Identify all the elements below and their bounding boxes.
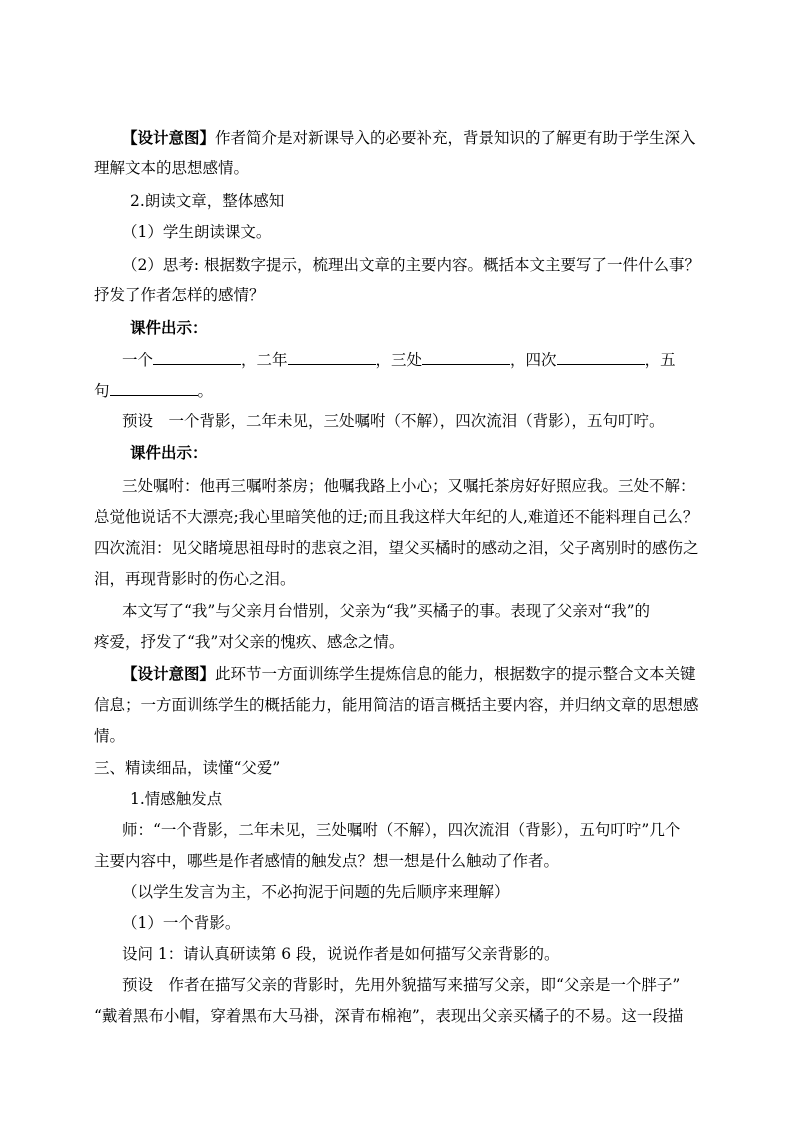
fill-in-blank-line — [94, 380, 213, 401]
step-item: （1）学生朗读课文。 — [122, 223, 272, 241]
paragraph-text: 作者简介是对新课导入的必要补充，背景知识的了解更有助于学生深入 — [215, 129, 696, 147]
paragraph-text: 理解文本的思想感情。 — [94, 159, 250, 177]
teaching-note: （以学生发言为主，不必拘泥于问题的先后顺序来理解） — [122, 883, 510, 901]
blank-line — [110, 380, 198, 396]
fill-text: ，四次 — [510, 351, 557, 369]
summary-text: 本文写了“我”与父亲月台惜别，父亲为“我”买橘子的事。表现了父亲对“我”的 — [122, 602, 651, 620]
courseware-label: 课件出示： — [130, 318, 208, 337]
design-intent-label: 【设计意图】 — [122, 664, 216, 683]
preset-answer: 预设 作者在描写父亲的背影时，先用外貌描写来描写父亲，即“父亲是一个胖子” — [122, 976, 681, 994]
teacher-prompt: 师：“一个背影，二年未见，三处嘱咐（不解），四次流泪（背影），五句叮咛”几个 — [122, 821, 681, 839]
blank-line — [422, 349, 510, 365]
step-item: （2）思考: 根据数字提示，梳理出文章的主要内容。概括本文主要写了一件什么事？ — [122, 256, 701, 274]
fill-text: ，二年 — [241, 351, 288, 369]
preset-answer: “戴着黑布小帽，穿着黑布大马褂，深青布棉袍”，表现出父亲买橘子的不易。这一段描 — [94, 1007, 684, 1025]
question-text: 设问 1：请认真研读第 6 段，说说作者是如何描写父亲背影的。 — [122, 945, 560, 963]
courseware-label: 课件出示： — [130, 443, 208, 462]
blank-line — [557, 349, 645, 365]
detail-text: 泪，再现背影时的伤心之泪。 — [94, 570, 296, 588]
blank-line — [288, 349, 376, 365]
teacher-prompt: 主要内容中，哪些是作者感情的触发点？想一想是什么触动了作者。 — [94, 852, 560, 870]
subsection-heading: 1.情感触发点 — [130, 790, 223, 808]
design-intent-label: 【设计意图】 — [122, 128, 216, 147]
paragraph-text: 此环节一方面训练学生提炼信息的能力，根据数字的提示整合文本关键 — [215, 665, 696, 683]
detail-text: 四次流泪：见父睹境思祖母时的悲哀之泪，望父买橘时的感动之泪，父子离别时的感伤之 — [94, 539, 699, 557]
preset-answer: 预设 一个背影，二年未见，三处嘱咐（不解），四次流泪（背影），五句叮咛。 — [122, 412, 665, 430]
blank-line — [153, 349, 241, 365]
fill-text: 一个 — [122, 351, 154, 369]
detail-text: 三处嘱咐：他再三嘱咐茶房；他嘱我路上小心；又嘱托茶房好好照应我。三处不解： — [122, 477, 696, 495]
step-item-continued: 抒发了作者怎样的感情？ — [94, 286, 265, 304]
detail-text: 总觉他说话不大漂亮;我心里暗笑他的迂;而且我这样大年纪的人,难道还不能料理自己么？ — [94, 508, 699, 526]
list-item: （1）一个背影。 — [122, 914, 241, 932]
summary-text: 疼爱，抒发了“我”对父亲的愧疚、感念之情。 — [94, 633, 405, 651]
paragraph-text: 情。 — [94, 727, 126, 745]
paragraph-design-intent-2 — [122, 664, 696, 684]
fill-text: ，三处 — [375, 351, 423, 369]
fill-in-blank-line — [122, 349, 676, 370]
section-heading: 三、精读细品，读懂“父爱” — [94, 759, 281, 777]
fill-text: 。 — [197, 382, 214, 400]
paragraph-text: 信息；一方面训练学生的概括能力，能用简洁的语言概括主要内容，并归纳文章的思想感 — [94, 696, 699, 714]
section-heading: 2.朗读文章，整体感知 — [130, 192, 285, 210]
fill-text: 句 — [94, 382, 110, 400]
fill-text: ，五 — [644, 351, 676, 369]
paragraph-design-intent-1 — [122, 128, 696, 148]
